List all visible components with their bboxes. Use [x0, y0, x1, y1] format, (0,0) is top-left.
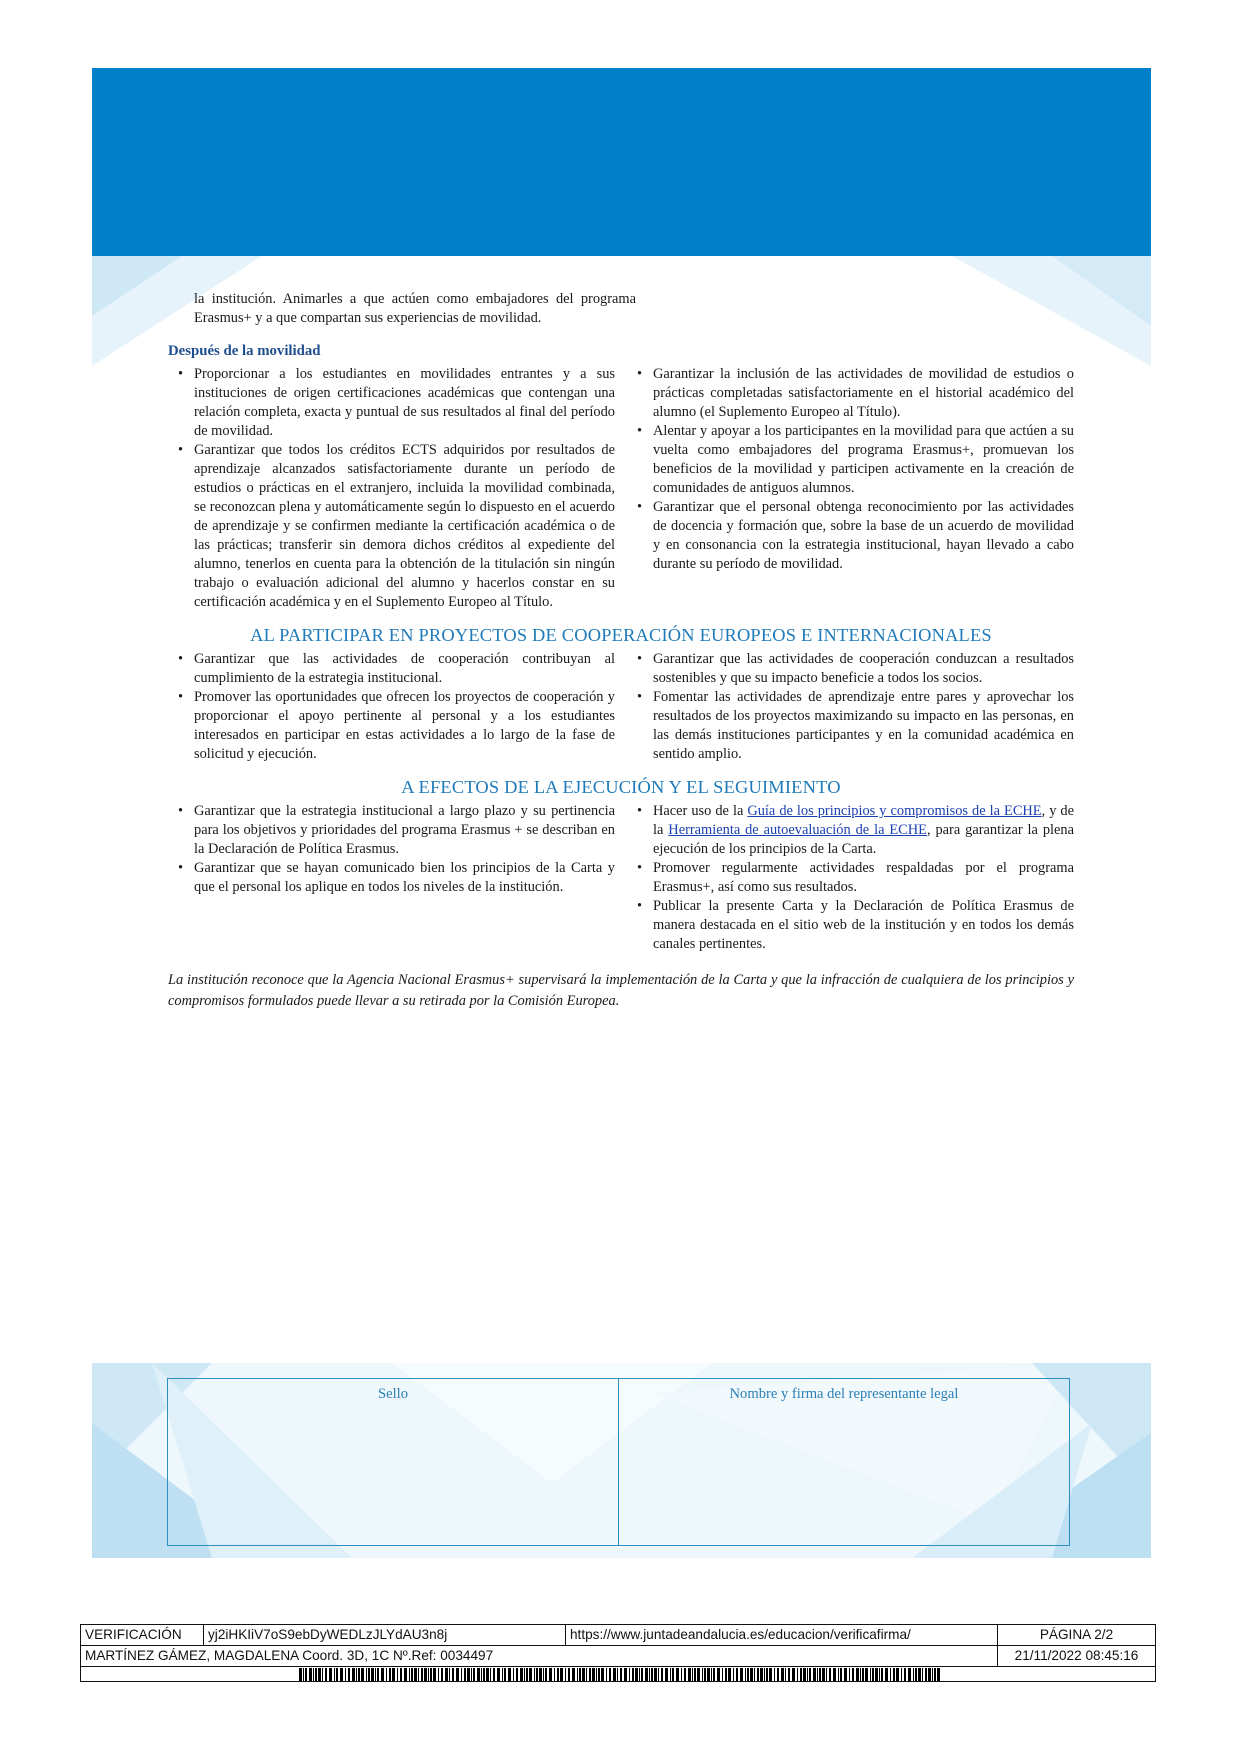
barcode-bar [918, 1668, 921, 1681]
barcode-bar [829, 1668, 831, 1681]
barcode-bar [305, 1668, 307, 1681]
barcode-bar [766, 1668, 768, 1681]
right-column [627, 365, 1074, 612]
barcode-bar [386, 1668, 387, 1681]
barcode-bar [438, 1668, 439, 1681]
barcode-bar [713, 1668, 715, 1681]
barcode-bar [934, 1668, 936, 1681]
barcode-bar [424, 1668, 427, 1681]
barcode-bar [513, 1668, 514, 1681]
barcode-bar [477, 1668, 480, 1681]
barcode-bar [672, 1668, 674, 1681]
barcode-bar [430, 1668, 432, 1681]
barcode-bar [334, 1668, 335, 1681]
barcode-bar [654, 1668, 657, 1681]
barcode-bar [736, 1668, 738, 1681]
barcode-bar [411, 1668, 413, 1681]
list-item: • Garantizar que el personal obtenga reconocimiento por las actividades de docencia y formación que, sobre la base de un acuerdo de movilidad y en consonancia con la estrategia institucional, hayan llevado a cabo durante su período de movilidad. [627, 498, 1074, 574]
barcode-bar [658, 1668, 659, 1681]
barcode-bar [875, 1668, 878, 1681]
barcode-bar [309, 1668, 312, 1681]
barcode-bar [524, 1668, 525, 1681]
barcode-bar [318, 1668, 321, 1681]
right-column [627, 802, 1074, 954]
barcode-bar [865, 1668, 868, 1681]
verification-row [81, 1625, 1155, 1646]
barcode-bar [529, 1668, 532, 1681]
barcode-bar [313, 1668, 314, 1681]
barcode-bar [340, 1668, 343, 1681]
barcode-bar [769, 1668, 772, 1681]
left-column [168, 650, 615, 764]
header-banner [92, 68, 1151, 256]
barcode-bar [481, 1668, 482, 1681]
barcode-bar [809, 1668, 811, 1681]
barcode-bar [922, 1668, 923, 1681]
barcode-bar [885, 1668, 888, 1681]
barcode-bar [497, 1668, 500, 1681]
barcode-bar [826, 1668, 827, 1681]
barcode-bar [704, 1668, 706, 1681]
barcode-bar [486, 1668, 489, 1681]
barcode-bar [629, 1668, 630, 1681]
barcode-bar [452, 1668, 454, 1681]
barcode-graphic [81, 1667, 1153, 1682]
barcode-bar [813, 1668, 816, 1681]
barcode-bar [377, 1668, 379, 1681]
barcode-bar [862, 1668, 864, 1681]
barcode-bar [725, 1668, 727, 1681]
barcode-bar [651, 1668, 653, 1681]
barcode-bar [670, 1668, 671, 1681]
barcode-bar [740, 1668, 743, 1681]
barcode-bar [579, 1668, 581, 1681]
barcode-bar [467, 1668, 470, 1681]
page-number: PÁGINA 2/2 [997, 1625, 1155, 1645]
barcode-bar [785, 1668, 786, 1681]
barcode-bar [356, 1668, 357, 1681]
list-item: • Promover regularmente actividades respaldadas por el programa Erasmus+, así como sus resultados. [627, 859, 1074, 897]
barcode-bar [397, 1668, 398, 1681]
barcode-bar [833, 1668, 836, 1681]
list-item: • Garantizar que se hayan comunicado bien los principios de la Carta y que el personal los aplique en todos los niveles de la institución. [168, 859, 615, 897]
barcode-bar [596, 1668, 597, 1681]
barcode-bar [606, 1668, 607, 1681]
barcode-bar [635, 1668, 638, 1681]
barcode-bar [609, 1668, 611, 1681]
barcode-bar [577, 1668, 578, 1681]
verification-code: yj2iHKIiV7oS9ebDyWEDLzJLYdAU3n8j [203, 1625, 565, 1645]
barcode-bar [554, 1668, 555, 1681]
continuation-paragraph: la institución. Animarles a que actúen como embajadores del programa Erasmus+ y a que compartan sus experiencias de movilidad. [194, 291, 636, 326]
barcode-bar [925, 1668, 927, 1681]
left-column [168, 365, 615, 612]
verification-label: VERIFICACIÓN [85, 1627, 182, 1642]
barcode-bar [937, 1668, 940, 1681]
execution-section-title: A EFECTOS DE LA EJECUCIÓN Y EL SEGUIMIENTO [401, 777, 841, 797]
left-column [168, 802, 615, 954]
barcode-bar [781, 1668, 784, 1681]
barcode-bar [409, 1668, 410, 1681]
barcode-bar [315, 1668, 317, 1681]
barcode-bar [681, 1668, 682, 1681]
barcode-bar [856, 1668, 859, 1681]
barcode-bar [565, 1668, 566, 1681]
barcode-bar [852, 1668, 854, 1681]
eche-guide-link[interactable]: Guía de los principios y compromisos de la ECHE [747, 803, 1042, 819]
barcode-bar [684, 1668, 686, 1681]
barcode-bar [774, 1668, 775, 1681]
barcode-bar [368, 1668, 370, 1681]
list-item-text: Hacer uso de la [653, 803, 748, 819]
barcode-bar [645, 1668, 648, 1681]
barcode-bar [589, 1668, 591, 1681]
barcode-bar [676, 1668, 679, 1681]
signer-info: MARTÍNEZ GÁMEZ, MAGDALENA Coord. 3D, 1C Nº.Ref: 0034497 [85, 1648, 494, 1663]
barcode-bar [358, 1668, 360, 1681]
barcode-bar [800, 1668, 802, 1681]
barcode-bar [822, 1668, 825, 1681]
barcode-bar [707, 1668, 710, 1681]
list-item: • Promover las oportunidades que ofrecen los proyectos de cooperación y proporcionar el apoyo pertinente al personal y a los estudiantes interesados en participar en estas actividades a lo largo de la fase de solicitud y ejecución. [168, 688, 615, 764]
verification-table [80, 1624, 1156, 1682]
barcode-bar [371, 1668, 374, 1681]
barcode-bar [543, 1668, 544, 1681]
barcode-bar [325, 1668, 327, 1681]
barcode-bar [760, 1668, 763, 1681]
barcode-bar [702, 1668, 703, 1681]
barcode-bar [641, 1668, 643, 1681]
barcode-bar [639, 1668, 640, 1681]
execution-columns [168, 802, 1074, 954]
list-item-text: , para garantizar la plena ejecución de los principios de la Carta. [653, 822, 1074, 857]
barcode-bar [473, 1668, 475, 1681]
barcode-bar [582, 1668, 585, 1681]
barcode-bar [915, 1668, 917, 1681]
barcode-bar [728, 1668, 731, 1681]
barcode-bar [361, 1668, 364, 1681]
barcode-bar [345, 1668, 346, 1681]
after-mobility-columns [168, 365, 1074, 612]
barcode-bar [694, 1668, 696, 1681]
barcode-bar [586, 1668, 587, 1681]
barcode-bar [872, 1668, 874, 1681]
cooperation-section-title: AL PARTICIPAR EN PROYECTOS DE COOPERACIÓN EUROPEOS E INTERNACIONALES [250, 625, 992, 645]
after-mobility-heading: Después de la movilidad [168, 343, 321, 359]
barcode-bar [870, 1668, 871, 1681]
barcode-bar [508, 1668, 511, 1681]
cooperation-columns [168, 650, 1074, 764]
barcode-bar [445, 1668, 448, 1681]
barcode-bar [620, 1668, 622, 1681]
barcode-bar [807, 1668, 808, 1681]
barcode-bar [433, 1668, 436, 1681]
barcode-bar [649, 1668, 650, 1681]
list-item: • Publicar la presente Carta y la Declaración de Política Erasmus de manera destacada en el sitio web de la institución y en todos los demás canales pertinentes. [627, 897, 1074, 954]
barcode-bar [545, 1668, 547, 1681]
barcode-bar [336, 1668, 338, 1681]
barcode-bar [665, 1668, 668, 1681]
barcode-bar [711, 1668, 712, 1681]
barcode-bar [404, 1668, 407, 1681]
right-column [627, 650, 1074, 764]
barcode-bar [502, 1668, 503, 1681]
list-item [627, 802, 1074, 859]
barcode-bar [750, 1668, 753, 1681]
barcode-bar [568, 1668, 570, 1681]
verification-url[interactable]: https://www.juntadeandalucia.es/educacion/verificafirma/ [565, 1625, 997, 1645]
barcode-bar [797, 1668, 798, 1681]
barcode-bar [598, 1668, 600, 1681]
barcode-bar [688, 1668, 691, 1681]
barcode-bar [348, 1668, 350, 1681]
barcode-bar [661, 1668, 663, 1681]
barcode-bar [904, 1668, 906, 1681]
barcode-bar [717, 1668, 720, 1681]
list-item: • Garantizar que las actividades de cooperación contribuyan al cumplimiento de la estrategia institucional. [168, 650, 615, 688]
barcode-bar [764, 1668, 765, 1681]
barcode-bar [632, 1668, 634, 1681]
barcode-bar [860, 1668, 861, 1681]
barcode-bar [536, 1668, 538, 1681]
list-item: • Garantizar que las actividades de cooperación conduzcan a resultados sostenibles y que su impacto beneficie a todos los socios. [627, 650, 1074, 688]
closing-statement: La institución reconoce que la Agencia Nacional Erasmus+ supervisará la implementación de la Carta y que la infracción de cualquiera de los principios y compromisos formulados puede llevar a su retirada por la Comisión Europea. [168, 972, 1074, 1009]
barcode-bar [792, 1668, 795, 1681]
barcode-bar [461, 1668, 462, 1681]
barcode-bar [520, 1668, 523, 1681]
barcode-bar [777, 1668, 779, 1681]
list-item: • Garantizar la inclusión de las actividades de movilidad de estudios o prácticas completadas satisfactoriamente en el historial académico del alumno (el Suplemento Europeo al Título). [627, 365, 1074, 422]
barcode-bar [932, 1668, 933, 1681]
signer-cell: Nombre y firma del representante legal [618, 1379, 1069, 1545]
barcode-bar [613, 1668, 616, 1681]
signer-row [81, 1646, 1155, 1667]
barcode-bar [366, 1668, 367, 1681]
barcode-bar [819, 1668, 821, 1681]
barcode-bar [352, 1668, 355, 1681]
barcode-bar [881, 1668, 883, 1681]
barcode-bar [757, 1668, 759, 1681]
barcode-bar [890, 1668, 891, 1681]
barcode-bar [381, 1668, 384, 1681]
document-body [168, 290, 1074, 1012]
barcode-bar [375, 1668, 376, 1681]
barcode-bar [747, 1668, 749, 1681]
barcode-bar [392, 1668, 395, 1681]
barcode-bar [817, 1668, 818, 1681]
barcode-bar [697, 1668, 700, 1681]
barcode-bar [493, 1668, 495, 1681]
list-item: • Garantizar que todos los créditos ECTS adquiridos por resultados de aprendizaje alcanzados satisfactoriamente durante un período de estudios o prácticas en el extranjero, incluida la movilidad combinada, se reconozcan plena y automáticamente según lo dispuesto en el acuerdo de aprendizaje y se confirmen mediante la certificación académica o de las prácticas; transferir sin demora dichos créditos al expediente del alumno, tenerlos en cuenta para la obtención de la titulación sin ningún trabajo o evaluación adicional del alumno y hacerlos constar en su certificación académica y en el Suplemento Europeo al Título. [168, 441, 615, 612]
barcode-bar [483, 1668, 485, 1681]
list-item: • Fomentar las actividades de aprendizaje entre pares y aprovechar los resultados de los proyectos maximizando su impacto en las personas, en las demás instituciones participantes y en la comunidad académica en sentido amplio. [627, 688, 1074, 764]
barcode-bar [733, 1668, 734, 1681]
barcode-bar [400, 1668, 402, 1681]
barcode-bar [303, 1668, 304, 1681]
signature-datetime: 21/11/2022 08:45:16 [997, 1646, 1155, 1666]
barcode-bar [464, 1668, 466, 1681]
barcode-bar [896, 1668, 899, 1681]
signature-box [167, 1378, 1070, 1546]
barcode-bar [572, 1668, 575, 1681]
barcode-bar [901, 1668, 902, 1681]
barcode-bar [414, 1668, 417, 1681]
barcode-bar [421, 1668, 423, 1681]
barcode-bar [329, 1668, 332, 1681]
barcode-bar [516, 1668, 518, 1681]
barcode-bar [692, 1668, 693, 1681]
list-item-text: , y de la [653, 803, 1075, 838]
seal-cell: Sello [378, 1386, 408, 1402]
barcode-bar [840, 1668, 842, 1681]
barcode-bar [449, 1668, 450, 1681]
list-item: • Proporcionar a los estudiantes en movilidades entrantes y a sus instituciones de origen certificaciones académicas que contengan una relación completa, exacta y puntual de sus resultados al final del período de movilidad. [168, 365, 615, 441]
eche-self-assessment-link[interactable]: Herramienta de autoevaluación de la ECHE [668, 822, 927, 838]
barcode-bar [549, 1668, 552, 1681]
barcode-bar [557, 1668, 559, 1681]
barcode-bar [849, 1668, 850, 1681]
barcode-bar [617, 1668, 618, 1681]
barcode-bar [788, 1668, 790, 1681]
list-item: • Garantizar que la estrategia institucional a largo plazo y su pertinencia para los objetivos y prioridades del programa Erasmus + se describan en la Declaración de Política Erasmus. [168, 802, 615, 859]
barcode-bar [389, 1668, 391, 1681]
barcode-bar [428, 1668, 429, 1681]
barcode-bar [908, 1668, 911, 1681]
barcode-bar [754, 1668, 755, 1681]
barcode-bar [560, 1668, 563, 1681]
barcode-bar [299, 1668, 302, 1681]
barcode-bar [592, 1668, 595, 1681]
barcode-bar [490, 1668, 491, 1681]
list-item: • Alentar y apoyar a los participantes en la movilidad para que actúen a su vuelta como embajadores del programa Erasmus+, promuevan los beneficios de la movilidad y participen activamente en la creación de comunidades de antiguos alumnos. [627, 422, 1074, 498]
barcode-bar [471, 1668, 472, 1681]
barcode-bar [803, 1668, 806, 1681]
barcode-bar [838, 1668, 839, 1681]
barcode-bar [722, 1668, 723, 1681]
barcode-bar [504, 1668, 506, 1681]
barcode-bar [893, 1668, 895, 1681]
barcode-bar [539, 1668, 542, 1681]
barcode-bar [745, 1668, 746, 1681]
barcode-bar [526, 1668, 528, 1681]
barcode-bar [624, 1668, 627, 1681]
barcode-bar [879, 1668, 880, 1681]
barcode-bar [322, 1668, 323, 1681]
barcode-bar [844, 1668, 847, 1681]
barcode-bar [456, 1668, 459, 1681]
barcode-bar [418, 1668, 419, 1681]
barcode [81, 1667, 1155, 1682]
barcode-bar [601, 1668, 604, 1681]
barcode-bar [913, 1668, 914, 1681]
barcode-bar [534, 1668, 535, 1681]
barcode-bar [441, 1668, 443, 1681]
barcode-bar [928, 1668, 931, 1681]
